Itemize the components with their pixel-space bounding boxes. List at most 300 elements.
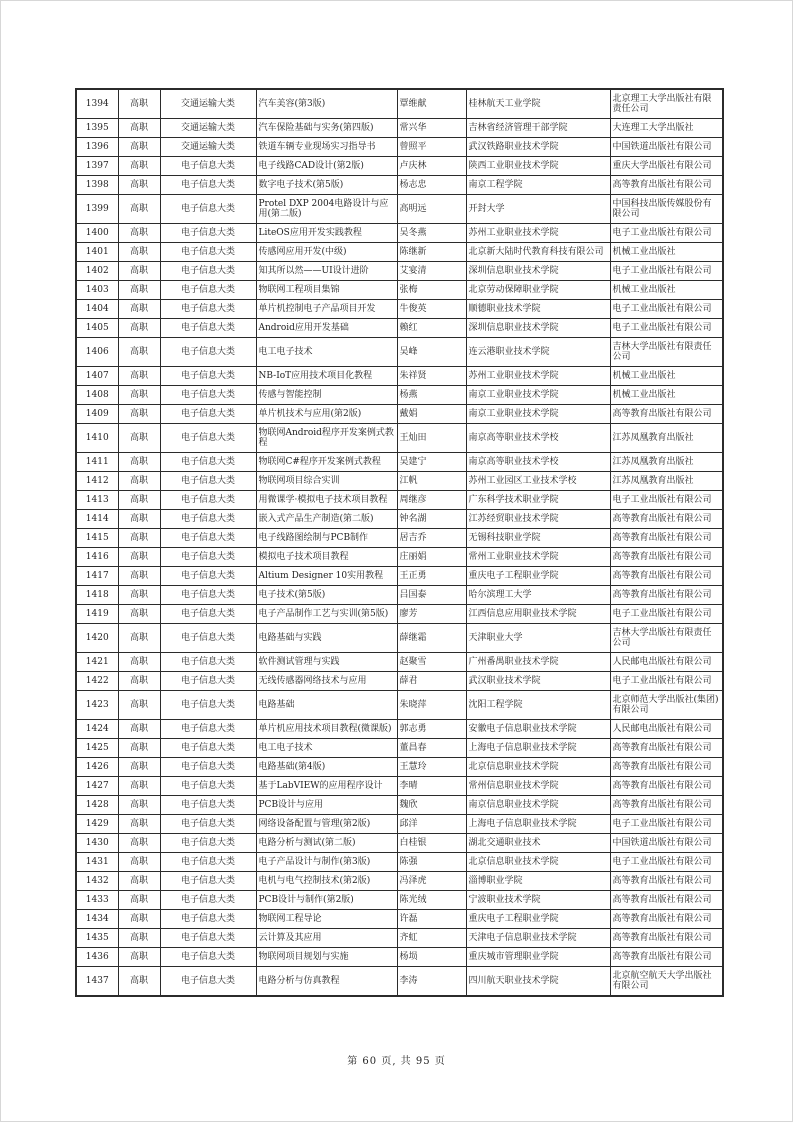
cell-author: 周继彦 <box>397 491 466 510</box>
table-row <box>76 195 723 224</box>
cell-title: 单片机应用技术项目教程(微课版) <box>256 720 397 739</box>
cell-author: 张梅 <box>397 281 466 300</box>
cell-seq: 1419 <box>76 605 118 624</box>
table-row <box>76 777 723 796</box>
cell-publisher: 机械工业出版社 <box>610 367 723 386</box>
cell-author: 薛君 <box>397 672 466 691</box>
cell-seq: 1396 <box>76 138 118 157</box>
cell-title: NB-IoT应用技术项目化教程 <box>256 367 397 386</box>
cell-title: 物联网工程导论 <box>256 910 397 929</box>
cell-seq: 1394 <box>76 89 118 119</box>
cell-seq: 1432 <box>76 872 118 891</box>
table-row <box>76 605 723 624</box>
cell-author: 赵聚雪 <box>397 653 466 672</box>
cell-author: 王慧玲 <box>397 758 466 777</box>
cell-level: 高职 <box>118 720 160 739</box>
cell-institution: 苏州工业职业技术学院 <box>466 224 610 243</box>
cell-institution: 南京高等职业技术学校 <box>466 424 610 453</box>
cell-author: 郭志勇 <box>397 720 466 739</box>
cell-institution: 重庆城市管理职业学院 <box>466 948 610 967</box>
cell-category: 电子信息大类 <box>160 777 256 796</box>
cell-category: 电子信息大类 <box>160 872 256 891</box>
table-row <box>76 672 723 691</box>
cell-category: 电子信息大类 <box>160 386 256 405</box>
cell-seq: 1397 <box>76 157 118 176</box>
cell-seq: 1427 <box>76 777 118 796</box>
cell-seq: 1399 <box>76 195 118 224</box>
cell-author: 朱晓萍 <box>397 691 466 720</box>
cell-author: 庄丽娟 <box>397 548 466 567</box>
cell-title: 电工电子技术 <box>256 338 397 367</box>
cell-level: 高职 <box>118 510 160 529</box>
cell-author: 许磊 <box>397 910 466 929</box>
cell-seq: 1407 <box>76 367 118 386</box>
cell-publisher: 吉林大学出版社有限责任公司 <box>610 338 723 367</box>
cell-seq: 1436 <box>76 948 118 967</box>
cell-author: 陈强 <box>397 853 466 872</box>
cell-institution: 陕西工业职业技术学院 <box>466 157 610 176</box>
cell-institution: 广州番禺职业技术学院 <box>466 653 610 672</box>
cell-level: 高职 <box>118 300 160 319</box>
cell-publisher: 高等教育出版社有限公司 <box>610 529 723 548</box>
cell-level: 高职 <box>118 758 160 777</box>
cell-institution: 南京信息职业技术学院 <box>466 796 610 815</box>
table-row <box>76 405 723 424</box>
cell-level: 高职 <box>118 872 160 891</box>
cell-publisher: 北京航空航天大学出版社有限公司 <box>610 967 723 997</box>
cell-category: 电子信息大类 <box>160 796 256 815</box>
cell-category: 电子信息大类 <box>160 453 256 472</box>
cell-seq: 1395 <box>76 119 118 138</box>
cell-seq: 1433 <box>76 891 118 910</box>
cell-level: 高职 <box>118 453 160 472</box>
cell-publisher: 大连理工大学出版社 <box>610 119 723 138</box>
cell-publisher: 高等教育出版社有限公司 <box>610 586 723 605</box>
cell-publisher: 高等教育出版社有限公司 <box>610 567 723 586</box>
cell-institution: 北京信息职业技术学院 <box>466 758 610 777</box>
cell-institution: 哈尔滨理工大学 <box>466 586 610 605</box>
cell-title: 嵌入式产品生产制造(第二版) <box>256 510 397 529</box>
cell-title: 基于LabVIEW的应用程序设计 <box>256 777 397 796</box>
table-row <box>76 891 723 910</box>
cell-institution: 无锡科技职业学院 <box>466 529 610 548</box>
cell-author: 齐虹 <box>397 929 466 948</box>
cell-publisher: 中国铁道出版社有限公司 <box>610 138 723 157</box>
cell-publisher: 电子工业出版社有限公司 <box>610 672 723 691</box>
cell-author: 吕国泰 <box>397 586 466 605</box>
cell-author: 董昌春 <box>397 739 466 758</box>
table-row <box>76 386 723 405</box>
cell-publisher: 中国铁道出版社有限公司 <box>610 834 723 853</box>
cell-title: 电路基础 <box>256 691 397 720</box>
cell-publisher: 电子工业出版社有限公司 <box>610 491 723 510</box>
cell-title: 云计算及其应用 <box>256 929 397 948</box>
cell-category: 电子信息大类 <box>160 910 256 929</box>
table-row <box>76 567 723 586</box>
cell-institution: 苏州工业职业技术学院 <box>466 367 610 386</box>
cell-institution: 开封大学 <box>466 195 610 224</box>
cell-seq: 1423 <box>76 691 118 720</box>
cell-seq: 1425 <box>76 739 118 758</box>
cell-publisher: 高等教育出版社有限公司 <box>610 777 723 796</box>
cell-title: 网络设备配置与管理(第2版) <box>256 815 397 834</box>
cell-title: 电路基础与实践 <box>256 624 397 653</box>
table-row <box>76 367 723 386</box>
cell-seq: 1408 <box>76 386 118 405</box>
cell-seq: 1404 <box>76 300 118 319</box>
table-row <box>76 653 723 672</box>
cell-seq: 1413 <box>76 491 118 510</box>
cell-category: 电子信息大类 <box>160 491 256 510</box>
cell-title: 物联网C#程序开发案例式教程 <box>256 453 397 472</box>
cell-level: 高职 <box>118 653 160 672</box>
cell-institution: 南京工业职业技术学院 <box>466 405 610 424</box>
cell-title: 模拟电子技术项目教程 <box>256 548 397 567</box>
cell-institution: 重庆电子工程职业学院 <box>466 567 610 586</box>
cell-publisher: 机械工业出版社 <box>610 386 723 405</box>
table-row <box>76 853 723 872</box>
cell-title: 物联网Android程序开发案例式教程 <box>256 424 397 453</box>
cell-title: 无线传感器网络技术与应用 <box>256 672 397 691</box>
table-row <box>76 119 723 138</box>
cell-level: 高职 <box>118 910 160 929</box>
cell-title: 汽车美容(第3版) <box>256 89 397 119</box>
cell-author: 曾照平 <box>397 138 466 157</box>
cell-publisher: 机械工业出版社 <box>610 243 723 262</box>
cell-category: 电子信息大类 <box>160 510 256 529</box>
cell-title: 电子线路CAD设计(第2版) <box>256 157 397 176</box>
table-row <box>76 548 723 567</box>
cell-publisher: 高等教育出版社有限公司 <box>610 891 723 910</box>
cell-author: 高明远 <box>397 195 466 224</box>
cell-category: 电子信息大类 <box>160 262 256 281</box>
cell-category: 电子信息大类 <box>160 605 256 624</box>
cell-institution: 江苏经贸职业技术学院 <box>466 510 610 529</box>
cell-seq: 1418 <box>76 586 118 605</box>
cell-level: 高职 <box>118 624 160 653</box>
cell-institution: 常州工业职业技术学院 <box>466 548 610 567</box>
cell-institution: 武汉职业技术学院 <box>466 672 610 691</box>
cell-title: 物联网项目规划与实施 <box>256 948 397 967</box>
cell-category: 电子信息大类 <box>160 224 256 243</box>
cell-title: 物联网项目综合实训 <box>256 472 397 491</box>
table-row <box>76 138 723 157</box>
cell-category: 电子信息大类 <box>160 739 256 758</box>
cell-level: 高职 <box>118 948 160 967</box>
cell-publisher: 高等教育出版社有限公司 <box>610 929 723 948</box>
cell-author: 杨志忠 <box>397 176 466 195</box>
cell-author: 杨埙 <box>397 948 466 967</box>
cell-level: 高职 <box>118 224 160 243</box>
cell-institution: 宁波职业技术学院 <box>466 891 610 910</box>
cell-level: 高职 <box>118 691 160 720</box>
cell-level: 高职 <box>118 834 160 853</box>
cell-category: 电子信息大类 <box>160 529 256 548</box>
cell-title: 软件测试管理与实践 <box>256 653 397 672</box>
cell-publisher: 吉林大学出版社有限责任公司 <box>610 624 723 653</box>
cell-level: 高职 <box>118 319 160 338</box>
table-row <box>76 338 723 367</box>
cell-seq: 1414 <box>76 510 118 529</box>
cell-seq: 1400 <box>76 224 118 243</box>
cell-seq: 1415 <box>76 529 118 548</box>
cell-seq: 1422 <box>76 672 118 691</box>
cell-institution: 四川航天职业技术学院 <box>466 967 610 997</box>
cell-category: 电子信息大类 <box>160 815 256 834</box>
table-row <box>76 157 723 176</box>
cell-title: PCB设计与应用 <box>256 796 397 815</box>
table-row <box>76 491 723 510</box>
cell-category: 电子信息大类 <box>160 653 256 672</box>
cell-author: 钟名湖 <box>397 510 466 529</box>
cell-seq: 1403 <box>76 281 118 300</box>
cell-institution: 深圳信息职业技术学院 <box>466 319 610 338</box>
cell-publisher: 电子工业出版社有限公司 <box>610 300 723 319</box>
table-row <box>76 834 723 853</box>
cell-author: 吴峰 <box>397 338 466 367</box>
cell-category: 电子信息大类 <box>160 758 256 777</box>
cell-level: 高职 <box>118 929 160 948</box>
table-row <box>76 89 723 119</box>
cell-category: 电子信息大类 <box>160 243 256 262</box>
cell-author: 戴娟 <box>397 405 466 424</box>
cell-title: 单片机控制电子产品项目开发 <box>256 300 397 319</box>
cell-level: 高职 <box>118 472 160 491</box>
cell-title: 电路基础(第4版) <box>256 758 397 777</box>
cell-level: 高职 <box>118 967 160 997</box>
cell-publisher: 高等教育出版社有限公司 <box>610 510 723 529</box>
cell-level: 高职 <box>118 891 160 910</box>
table-row <box>76 624 723 653</box>
cell-title: Android应用开发基础 <box>256 319 397 338</box>
cell-institution: 北京新大陆时代教育科技有限公司 <box>466 243 610 262</box>
cell-level: 高职 <box>118 281 160 300</box>
cell-institution: 安徽电子信息职业技术学院 <box>466 720 610 739</box>
cell-title: PCB设计与制作(第2版) <box>256 891 397 910</box>
cell-level: 高职 <box>118 243 160 262</box>
cell-title: 数字电子技术(第5版) <box>256 176 397 195</box>
cell-title: 传感与智能控制 <box>256 386 397 405</box>
table-row <box>76 472 723 491</box>
cell-category: 电子信息大类 <box>160 586 256 605</box>
cell-title: 传感网应用开发(中级) <box>256 243 397 262</box>
cell-publisher: 重庆大学出版社有限公司 <box>610 157 723 176</box>
cell-title: 电子技术(第5版) <box>256 586 397 605</box>
cell-title: 电子产品制作工艺与实训(第5版) <box>256 605 397 624</box>
cell-category: 电子信息大类 <box>160 834 256 853</box>
table-row <box>76 176 723 195</box>
cell-institution: 广东科学技术职业学院 <box>466 491 610 510</box>
cell-institution: 北京劳动保障职业学院 <box>466 281 610 300</box>
cell-category: 电子信息大类 <box>160 948 256 967</box>
cell-level: 高职 <box>118 777 160 796</box>
cell-category: 交通运输大类 <box>160 138 256 157</box>
cell-institution: 重庆电子工程职业学院 <box>466 910 610 929</box>
cell-publisher: 电子工业出版社有限公司 <box>610 605 723 624</box>
cell-author: 卢庆林 <box>397 157 466 176</box>
cell-publisher: 高等教育出版社有限公司 <box>610 796 723 815</box>
cell-category: 电子信息大类 <box>160 157 256 176</box>
cell-author: 邱洋 <box>397 815 466 834</box>
table-row <box>76 796 723 815</box>
cell-level: 高职 <box>118 138 160 157</box>
cell-publisher: 高等教育出版社有限公司 <box>610 872 723 891</box>
cell-level: 高职 <box>118 586 160 605</box>
table-row <box>76 319 723 338</box>
cell-seq: 1428 <box>76 796 118 815</box>
table-row <box>76 967 723 997</box>
cell-publisher: 高等教育出版社有限公司 <box>610 910 723 929</box>
table-row <box>76 300 723 319</box>
table-row <box>76 529 723 548</box>
cell-publisher: 高等教育出版社有限公司 <box>610 948 723 967</box>
cell-author: 冯泽虎 <box>397 872 466 891</box>
table-row <box>76 691 723 720</box>
cell-title: 电子线路图绘制与PCB制作 <box>256 529 397 548</box>
cell-publisher: 高等教育出版社有限公司 <box>610 176 723 195</box>
cell-seq: 1401 <box>76 243 118 262</box>
cell-institution: 天津职业大学 <box>466 624 610 653</box>
cell-publisher: 电子工业出版社有限公司 <box>610 319 723 338</box>
cell-institution: 吉林省经济管理干部学院 <box>466 119 610 138</box>
table-row <box>76 281 723 300</box>
cell-publisher: 高等教育出版社有限公司 <box>610 739 723 758</box>
cell-level: 高职 <box>118 853 160 872</box>
cell-level: 高职 <box>118 491 160 510</box>
cell-author: 薛继霜 <box>397 624 466 653</box>
cell-publisher: 电子工业出版社有限公司 <box>610 853 723 872</box>
cell-institution: 桂林航天工业学院 <box>466 89 610 119</box>
cell-author: 白桂银 <box>397 834 466 853</box>
cell-publisher: 机械工业出版社 <box>610 281 723 300</box>
table-row <box>76 948 723 967</box>
table-row <box>76 720 723 739</box>
table-row <box>76 872 723 891</box>
cell-seq: 1412 <box>76 472 118 491</box>
cell-institution: 上海电子信息职业技术学院 <box>466 739 610 758</box>
cell-level: 高职 <box>118 796 160 815</box>
cell-seq: 1431 <box>76 853 118 872</box>
cell-publisher: 高等教育出版社有限公司 <box>610 405 723 424</box>
cell-title: 电机与电气控制技术(第2版) <box>256 872 397 891</box>
cell-institution: 武汉铁路职业技术学院 <box>466 138 610 157</box>
table-row <box>76 929 723 948</box>
cell-category: 电子信息大类 <box>160 548 256 567</box>
cell-category: 电子信息大类 <box>160 176 256 195</box>
cell-level: 高职 <box>118 424 160 453</box>
cell-publisher: 江苏凤凰教育出版社 <box>610 472 723 491</box>
cell-author: 吴冬燕 <box>397 224 466 243</box>
cell-publisher: 江苏凤凰教育出版社 <box>610 453 723 472</box>
cell-level: 高职 <box>118 262 160 281</box>
table-row <box>76 910 723 929</box>
cell-publisher: 中国科技出版传媒股份有限公司 <box>610 195 723 224</box>
cell-title: 汽车保险基础与实务(第四版) <box>256 119 397 138</box>
cell-institution: 苏州工业园区工业技术学校 <box>466 472 610 491</box>
cell-author: 王灿田 <box>397 424 466 453</box>
cell-category: 交通运输大类 <box>160 89 256 119</box>
cell-title: Protel DXP 2004电路设计与应用(第二版) <box>256 195 397 224</box>
cell-author: 覃维献 <box>397 89 466 119</box>
cell-title: 电路分析与测试(第二版) <box>256 834 397 853</box>
cell-author: 吴建宁 <box>397 453 466 472</box>
cell-publisher: 电子工业出版社有限公司 <box>610 815 723 834</box>
table-row <box>76 243 723 262</box>
cell-seq: 1424 <box>76 720 118 739</box>
cell-institution: 常州信息职业技术学院 <box>466 777 610 796</box>
cell-seq: 1398 <box>76 176 118 195</box>
cell-title: 知其所以然——UI设计进阶 <box>256 262 397 281</box>
cell-institution: 南京工程学院 <box>466 176 610 195</box>
cell-level: 高职 <box>118 176 160 195</box>
cell-level: 高职 <box>118 672 160 691</box>
cell-publisher: 电子工业出版社有限公司 <box>610 262 723 281</box>
cell-seq: 1417 <box>76 567 118 586</box>
cell-author: 江帆 <box>397 472 466 491</box>
cell-title: 电工电子技术 <box>256 739 397 758</box>
cell-publisher: 北京师范大学出版社(集团)有限公司 <box>610 691 723 720</box>
page-number-footer: 第 60 页, 共 95 页 <box>347 1056 446 1067</box>
cell-seq: 1406 <box>76 338 118 367</box>
cell-level: 高职 <box>118 605 160 624</box>
cell-institution: 天津电子信息职业技术学院 <box>466 929 610 948</box>
cell-author: 李涛 <box>397 967 466 997</box>
cell-seq: 1437 <box>76 967 118 997</box>
cell-category: 电子信息大类 <box>160 367 256 386</box>
cell-institution: 南京工业职业技术学院 <box>466 386 610 405</box>
cell-category: 电子信息大类 <box>160 195 256 224</box>
cell-level: 高职 <box>118 386 160 405</box>
cell-title: 铁道车辆专业现场实习指导书 <box>256 138 397 157</box>
cell-category: 电子信息大类 <box>160 720 256 739</box>
cell-seq: 1435 <box>76 929 118 948</box>
cell-level: 高职 <box>118 119 160 138</box>
cell-institution: 淄博职业学院 <box>466 872 610 891</box>
table-row <box>76 586 723 605</box>
cell-category: 交通运输大类 <box>160 119 256 138</box>
cell-publisher: 人民邮电出版社有限公司 <box>610 720 723 739</box>
cell-author: 常兴华 <box>397 119 466 138</box>
cell-title: 单片机技术与应用(第2版) <box>256 405 397 424</box>
cell-author: 杨燕 <box>397 386 466 405</box>
cell-author: 朱祥贤 <box>397 367 466 386</box>
cell-category: 电子信息大类 <box>160 672 256 691</box>
cell-category: 电子信息大类 <box>160 338 256 367</box>
cell-title: 电子产品设计与制作(第3版) <box>256 853 397 872</box>
cell-category: 电子信息大类 <box>160 300 256 319</box>
cell-publisher: 人民邮电出版社有限公司 <box>610 653 723 672</box>
cell-seq: 1402 <box>76 262 118 281</box>
table-row <box>76 453 723 472</box>
cell-seq: 1411 <box>76 453 118 472</box>
cell-level: 高职 <box>118 338 160 367</box>
cell-author: 王正勇 <box>397 567 466 586</box>
cell-institution: 上海电子信息职业技术学院 <box>466 815 610 834</box>
table-row <box>76 262 723 281</box>
cell-institution: 北京信息职业技术学院 <box>466 853 610 872</box>
cell-category: 电子信息大类 <box>160 891 256 910</box>
cell-level: 高职 <box>118 529 160 548</box>
cell-seq: 1434 <box>76 910 118 929</box>
cell-institution: 南京高等职业技术学校 <box>466 453 610 472</box>
cell-title: 用微课学·模拟电子技术项目教程 <box>256 491 397 510</box>
cell-institution: 深圳信息职业技术学院 <box>466 262 610 281</box>
cell-seq: 1426 <box>76 758 118 777</box>
cell-category: 电子信息大类 <box>160 405 256 424</box>
cell-level: 高职 <box>118 157 160 176</box>
cell-publisher: 电子工业出版社有限公司 <box>610 224 723 243</box>
cell-author: 廖芳 <box>397 605 466 624</box>
